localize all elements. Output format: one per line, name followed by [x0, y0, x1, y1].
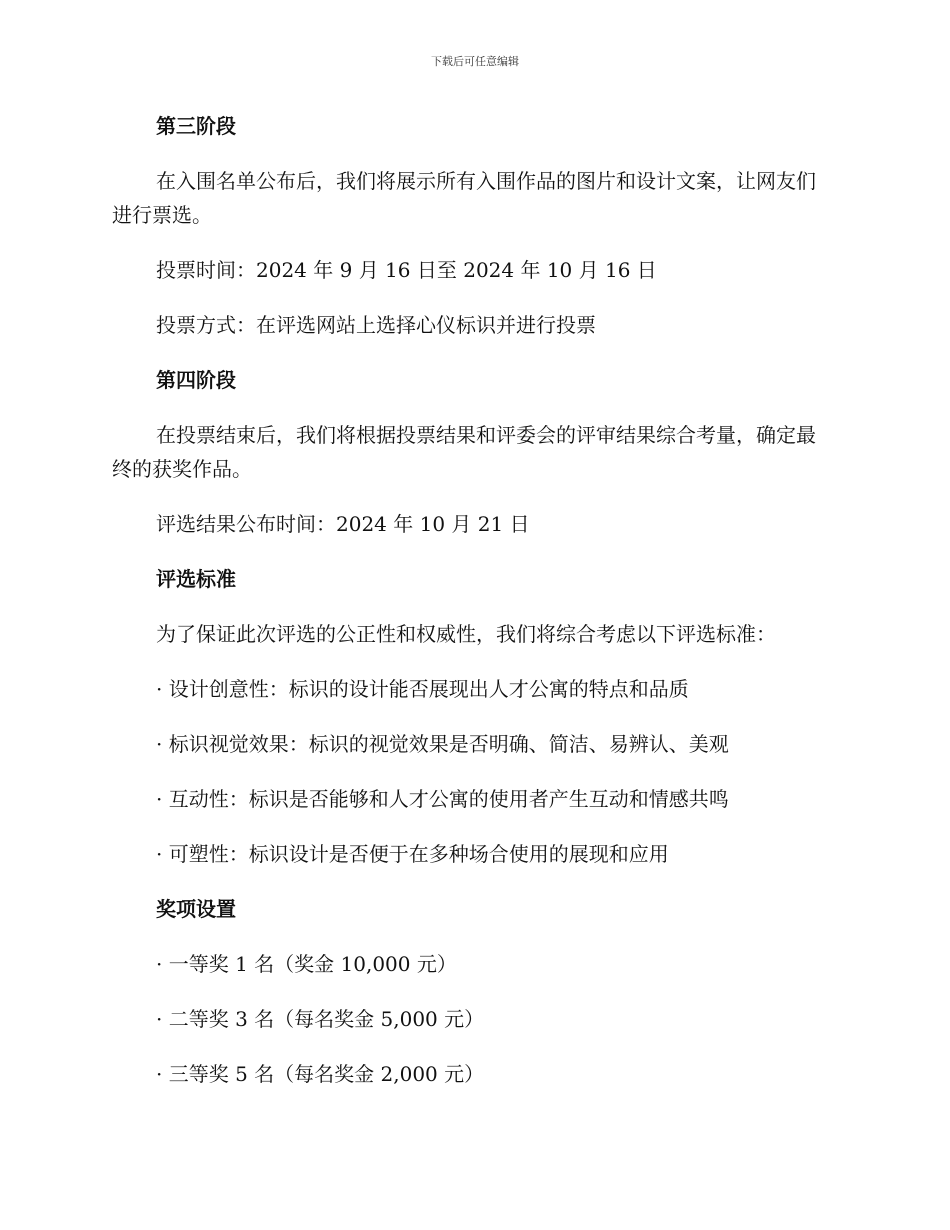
award-item: · 一等奖 1 名（奖金 10,000 元） — [156, 952, 457, 976]
award-item: · 三等奖 5 名（每名奖金 2,000 元） — [156, 1062, 485, 1086]
criteria-item: · 设计创意性：标识的设计能否展现出人才公寓的特点和品质 — [156, 677, 689, 701]
stage3-heading: 第三阶段 — [156, 114, 236, 138]
document-body — [112, 109, 834, 1112]
stage3-intro: 在入围名单公布后，我们将展示所有入围作品的图片和设计文案，让网友们进行票选。 — [112, 169, 816, 227]
award-item: · 二等奖 3 名（每名奖金 5,000 元） — [156, 1007, 485, 1031]
criteria-heading: 评选标准 — [156, 567, 236, 591]
stage4-heading: 第四阶段 — [156, 368, 236, 392]
result-time: 评选结果公布时间：2024 年 10 月 21 日 — [156, 512, 530, 536]
vote-time: 投票时间：2024 年 9 月 16 日至 2024 年 10 月 16 日 — [156, 258, 657, 282]
criteria-intro: 为了保证此次评选的公正性和权威性，我们将综合考虑以下评选标准： — [156, 622, 776, 646]
stage4-intro: 在投票结束后，我们将根据投票结果和评委会的评审结果综合考量，确定最终的获奖作品。 — [112, 423, 816, 481]
page-header-note: 下载后可任意编辑 — [431, 55, 519, 68]
criteria-item: · 标识视觉效果：标识的视觉效果是否明确、简洁、易辨认、美观 — [156, 732, 729, 756]
awards-heading: 奖项设置 — [156, 897, 236, 921]
criteria-item: · 互动性：标识是否能够和人才公寓的使用者产生互动和情感共鸣 — [156, 787, 729, 811]
criteria-item: · 可塑性：标识设计是否便于在多种场合使用的展现和应用 — [156, 842, 669, 866]
vote-method: 投票方式：在评选网站上选择心仪标识并进行投票 — [156, 313, 596, 337]
